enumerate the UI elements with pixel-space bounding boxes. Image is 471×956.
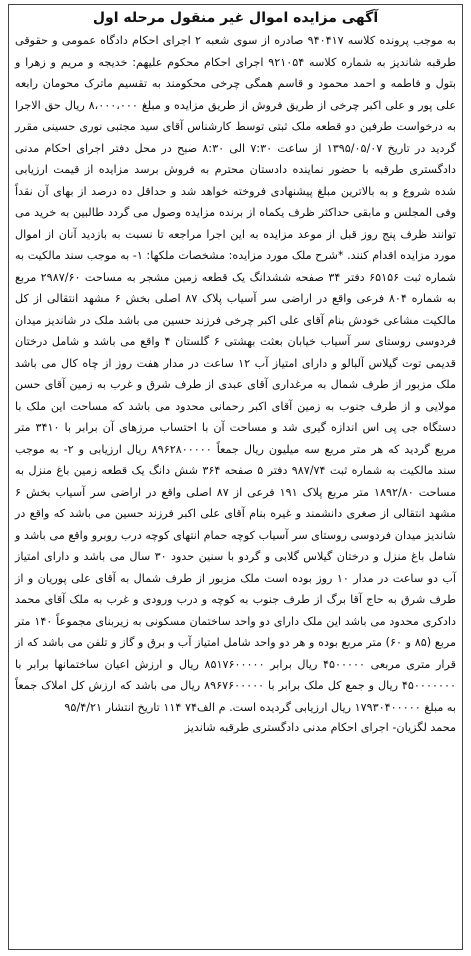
notice-title: آگهی مزایده اموال غیر منقول مرحله اول (92, 10, 379, 26)
auction-notice (8, 4, 463, 950)
notice-signature: محمد لگزیان- اجرای احکام مدنی دادگستری طرقبه شاندیز (184, 721, 456, 734)
notice-body: به موجب پرونده کلاسه ۹۴۰۴۱۷ صادره از سوی شعبه ۲ اجرای احکام دادگاه عمومی و حقوقی طرقبه شاندیز به شماره کلاسه ۹۲۱۰۵۴ اجرای احکام محکوم علیهم: خدیجه و مریم و زهرا و بتول و فاطمه و احمد محمود و قاسم همگی چرخی محکومند به تقسیم ماترک محومان رابعه علی پور و علی اکبر چرخی از طریق فروش از طریق مزایده و مبلغ ۸،۰۰۰،۰۰۰ ریال حق الاجرا به درخواست طرفین دو قطعه ملک ثبتی توسط کارشناس آقای سید مجتبی نوری حسینی مقرر گردید در تاریخ ۱۳۹۵/۰۵/۰۷ از ساعت ۷:۳۰ الی ۸:۳۰ صبح در محل دفتر اجرای احکام مدنی دادگستری طرقبه با حضور نماینده دادستان محترم به فروش برسد مزایده از قیمت ارزیابی شده شروع و به بالاترین مبلغ پیشنهادی فروخته خواهد شد و حداقل ده درصد از بهای آن نقداً وفی المجلس و مابقی حداکثر ظرف یکماه از برنده مزایده وصول می گردد طالبین به خرید می توانند ظرف پنج روز قبل از موعد مزایده به این اجرا مراجعه تا نسبت به بازدید آنان از اموال مورد مزایده اقدام کنند. *شرح ملک مورد مزایده: مشخصات ملکها: ۱- به موجب سند مالکیت به شماره ثبت ۶۵۱۵۶ دفتر ۳۴ صفحه ششدانگ یک قطعه زمین مشجر به مساحت ۲۹۸۷/۶۰ مربع به شماره ۸۰۴ فرعی واقع در اراضی سر آسیاب پلاک ۸۷ اصلی بخش ۶ مشهد انتقالی از کل مالکیت مشاعی خودش بنام آقای علی اکبر چرخی فرزند حسین می باشد ملک در شاندیز میدان فردوسی روستای سر آسیاب خیابان بعثت بهشتی ۶ گلستان ۴ واقع می باشد و شامل درختان قدیمی توت گیلاس آلبالو و دارای امتیاز آب ۱۲ ساعت در مدار هفت روز از چاه کال می باشد ملک مزبور از طرف شمال به مرغداری آقای عبدی از طرف شرق و غرب به زمین آقای حسن مولایی و از طرف جنوب به زمین آقای اکبر رحمانی محدود می باشد که مساحت این ملک با دستگاه جی پی اس اندازه گیری شد و مساحت آن با احتساب مرزهای آن برابر با ۳۴۱۰ متر مربع گردید که هر متر مربع سه میلیون ریال جمعاً ۸۹۶۲۸۰۰۰۰۰ ریال ارزیابی و ۲- به موجب سند مالکیت به شماره ثبت ۹۸۷/۷۴ دفتر ۵ صفحه ۳۶۴ شش دانگ یک قطعه زمین باغ منزل به مساحت ۱۸۹۲/۸۰ متر مربع پلاک ۱۹۱ فرعی از ۸۷ اصلی واقع در اراضی سر آسیاب بخش ۶ مشهد انتقالی از صغری دانشمند و غیره بنام آقای علی اکبر فرزند حسین می باشد که واقع در شاندیز میدان فردوسی روستای سر آسیاب کوچه حمام انتهای کوچه درب روبرو واقع می باشد و شامل باغ منزل و درختان گیلاس گلابی و گردو با سنین حدود ۳۰ سال می باشد و دارای امتیاز آب دو ساعت در مدار ۱۰ روز بوده است ملک مزبور از طرف شمال به آقای علی پوریان و از طرف شرق به حاج آقا برگ از طرف جنوب به کوچه و درب ورودی و غرب به ملک آقای محمد دادکری محدود می باشد این ملک دارای دو واحد ساختمان مسکونی به زیربنای مجموعاً ۱۴۰ متر مربع (۸۵ و ۶۰) متر مربع بوده و هر دو واحد شامل امتیاز آب و برق و گاز و تلفن می باشد که از قرار متری مربعی ۴۵۰۰۰۰۰ ریال برابر ۸۵۱۷۶۰۰۰۰۰ ریال و ارزش اعیان ساختمانها برابر با ۴۵۰۰۰۰۰۰۰ ریال و جمع کل ملک برابر با ۸۹۶۷۶۰۰۰۰۰ ریال می باشد که ارزش کل املاک جمعاً به مبلغ ۱۷۹۳۰۴۰۰۰۰۰ ریال ارزیابی گردیده است. م الف۷۴ ۱۱۴ تاریخ انتشار ۹۵/۴/۲۱ (15, 34, 457, 714)
